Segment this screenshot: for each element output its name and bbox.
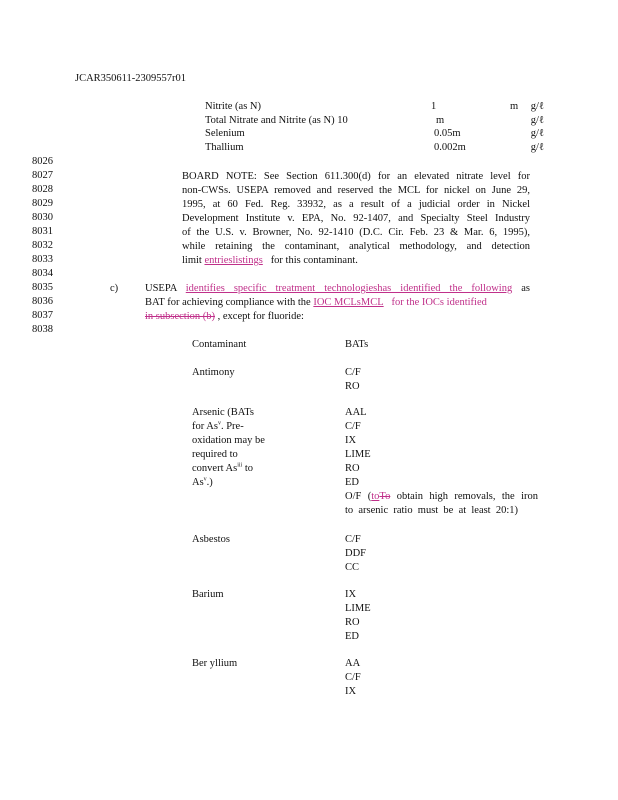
board-note-line: non-CWSs. USEPA removed and reserved the MCL for nickel on June 29, — [182, 185, 530, 196]
line-number: 8029 — [32, 198, 53, 209]
top-row-unit: g/ℓ — [530, 142, 544, 153]
line-number: 8034 — [32, 268, 53, 279]
contaminant-name-line — [192, 463, 253, 474]
bat-item-of — [345, 491, 538, 502]
line-number: 8030 — [32, 212, 53, 223]
arsenic-text: As — [192, 477, 204, 488]
contaminant-name: Antimony — [192, 367, 235, 378]
contaminant-name-line — [192, 421, 244, 432]
section-c-line-2 — [145, 297, 530, 308]
line-number: 8031 — [32, 226, 53, 237]
arsenic-text: to — [244, 463, 254, 474]
bat-item: IX — [345, 589, 357, 600]
bat-item: IX — [345, 686, 357, 697]
line-number: 8032 — [32, 240, 53, 251]
top-row-name: Selenium — [205, 128, 245, 139]
arsenic-text: .) — [206, 477, 213, 488]
bat-item: CC — [345, 562, 360, 573]
bat-item: LIME — [345, 449, 371, 460]
board-note-line: Development Institute v. EPA, No. 92-1407, and Specialty Steel Industry — [182, 213, 530, 224]
section-text: , except for fluoride: — [217, 311, 304, 322]
header-bats: BATs — [345, 339, 369, 350]
bat-item: C/F — [345, 672, 361, 683]
superscript: iii — [237, 462, 243, 469]
line-number: 8028 — [32, 184, 53, 195]
top-row-value: 0.002m — [434, 142, 466, 153]
bat-item: IX — [345, 435, 357, 446]
bat-item: LIME — [345, 603, 371, 614]
bat-item: RO — [345, 463, 360, 474]
top-row-unit: g/ℓ — [530, 115, 544, 126]
line-number: 8037 — [32, 310, 53, 321]
bat-item: ED — [345, 631, 359, 642]
bat-item: DDF — [345, 548, 367, 559]
header-contaminant: Contaminant — [192, 339, 247, 350]
inserted-text: to — [371, 491, 380, 502]
line-number: 8027 — [32, 170, 53, 181]
line-number: 8036 — [32, 296, 53, 307]
contaminant-name: Ber yllium — [192, 658, 238, 669]
board-note-text: limit — [182, 255, 202, 266]
board-note-last-line — [182, 255, 358, 266]
top-row-unit-m: m — [436, 115, 445, 126]
arsenic-text: convert As — [192, 463, 238, 474]
contaminant-name-line: required to — [192, 449, 238, 460]
inserted-text: identifies specific treatment technologieshas identified the following — [185, 283, 513, 294]
board-note-line: while retaining the contaminant, analytical methodology, and detection — [182, 241, 530, 252]
top-row-value: 1 — [431, 101, 437, 112]
bat-item: C/F — [345, 367, 361, 378]
arsenic-text: . Pre- — [220, 421, 244, 432]
section-label: c) — [110, 283, 119, 294]
board-note-line: BOARD NOTE: See Section 611.300(d) for an elevated nitrate level for — [182, 171, 530, 182]
top-row-name: Total Nitrate and Nitrite (as N) 10 — [205, 115, 348, 126]
section-c-line-3 — [145, 311, 304, 322]
bat-item: AAL — [345, 407, 367, 418]
deleted-text: To — [379, 491, 391, 502]
inserted-text: entrieslistings — [204, 255, 263, 266]
top-row-unit: g/ℓ — [530, 128, 544, 139]
contaminant-name-line — [192, 477, 213, 488]
of-text: O/F ( — [345, 491, 372, 502]
bat-item-of-cont: to arsenic ratio must be at least 20:1) — [345, 505, 518, 516]
line-number: 8026 — [32, 156, 53, 167]
inserted-text: IOC MCLsMCL — [313, 297, 384, 308]
line-numbers — [32, 155, 62, 337]
bat-item: RO — [345, 381, 360, 392]
top-row-unit: g/ℓ — [530, 101, 544, 112]
line-number: 8033 — [32, 254, 53, 265]
board-note-line: 1995, at 60 Fed. Reg. 33932, as a result of a judicial order in Nickel — [182, 199, 530, 210]
superscript: v — [203, 476, 207, 483]
arsenic-text: for As — [192, 421, 218, 432]
bat-item: C/F — [345, 421, 361, 432]
board-note-text: for this contaminant. — [270, 255, 358, 266]
line-number: 8038 — [32, 324, 53, 335]
board-note-line: of the U.S. v. Browner, No. 92-1410 (D.C. Cir. Feb. 23 & Mar. 6, 1995), — [182, 227, 530, 238]
of-text: obtain high removals, the iron — [396, 491, 538, 502]
contaminant-name: Barium — [192, 589, 224, 600]
contaminant-name-line: oxidation may be — [192, 435, 265, 446]
bat-item: AA — [345, 658, 361, 669]
bat-item: ED — [345, 477, 359, 488]
top-row-name: Nitrite (as N) — [205, 101, 261, 112]
top-row-name: Thallium — [205, 142, 244, 153]
document-id: JCAR350611-2309557r01 — [75, 73, 187, 84]
bat-item: C/F — [345, 534, 361, 545]
section-text: BAT for achieving compliance with the — [145, 297, 311, 308]
contaminant-name: Asbestos — [192, 534, 230, 545]
deleted-text: in subsection (b) — [145, 311, 215, 322]
superscript: v — [217, 420, 221, 427]
top-row-unit-m: m — [510, 101, 519, 112]
top-row-value: 0.05m — [434, 128, 461, 139]
contaminant-name: Arsenic (BATs — [192, 407, 254, 418]
bat-item: RO — [345, 617, 360, 628]
line-number: 8035 — [32, 282, 53, 293]
section-text: as — [521, 283, 531, 294]
section-c-line-1 — [145, 283, 530, 294]
inserted-text: for the IOCs identified — [391, 297, 487, 308]
section-text: USEPA — [145, 283, 177, 294]
